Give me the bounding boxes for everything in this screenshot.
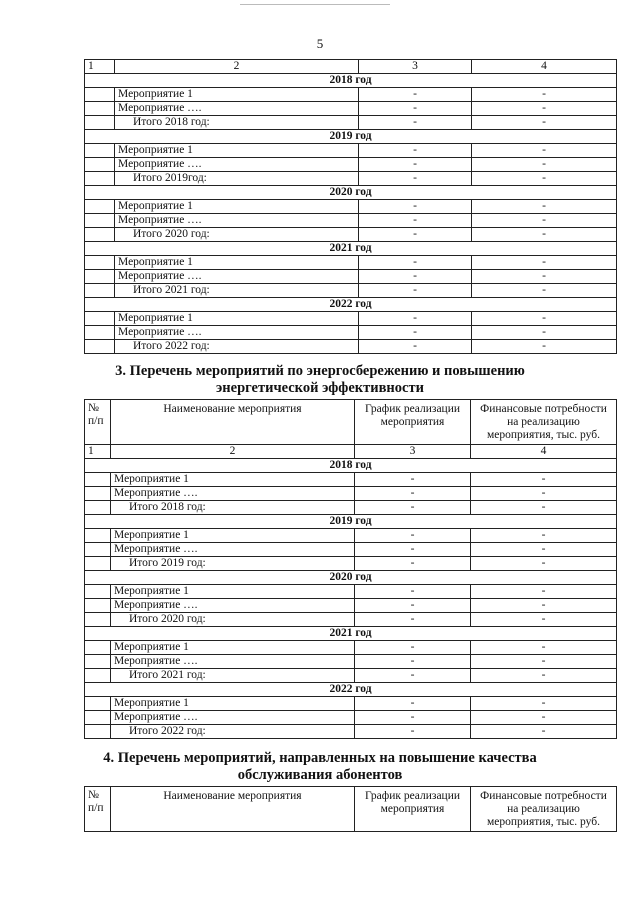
financial-cell: - <box>471 529 617 543</box>
row-number <box>85 613 111 627</box>
financial-cell: - <box>471 585 617 599</box>
year-row <box>85 242 617 256</box>
table-row <box>85 641 617 655</box>
total-label: Итого 2022 год: <box>111 725 355 739</box>
activity-name: Мероприятие 1 <box>115 312 359 326</box>
table-row <box>85 102 617 116</box>
total-row <box>85 557 617 571</box>
header-activity-name: Наименование мероприятия <box>111 400 355 445</box>
schedule-cell: - <box>355 697 471 711</box>
schedule-cell: - <box>359 284 472 298</box>
row-number <box>85 711 111 725</box>
total-row <box>85 340 617 354</box>
row-number <box>85 88 115 102</box>
total-label: Итого 2019год: <box>115 172 359 186</box>
activity-name: Мероприятие 1 <box>115 256 359 270</box>
table-row <box>85 711 617 725</box>
section-4-title-line-1: 4. Перечень мероприятий, направленных на повышение качества <box>103 750 537 766</box>
activity-name: Мероприятие 1 <box>111 529 355 543</box>
section-3-title <box>0 363 640 397</box>
row-number <box>85 256 115 270</box>
activity-name: Мероприятие 1 <box>111 585 355 599</box>
total-row <box>85 228 617 242</box>
activity-name: Мероприятие 1 <box>111 641 355 655</box>
schedule-cell: - <box>355 641 471 655</box>
header-number: № п/п <box>85 787 111 832</box>
activity-name: Мероприятие 1 <box>115 88 359 102</box>
schedule-cell: - <box>359 158 472 172</box>
column-number: 3 <box>359 60 472 74</box>
row-number <box>85 585 111 599</box>
row-number <box>85 158 115 172</box>
schedule-cell: - <box>359 214 472 228</box>
page-number: 5 <box>316 36 324 51</box>
total-row <box>85 669 617 683</box>
column-number: 1 <box>85 60 115 74</box>
activity-name: Мероприятие …. <box>111 487 355 501</box>
schedule-cell: - <box>355 711 471 725</box>
total-row <box>85 501 617 515</box>
row-number <box>85 529 111 543</box>
financial-cell: - <box>472 270 617 284</box>
table-row <box>85 144 617 158</box>
schedule-cell: - <box>355 473 471 487</box>
financial-cell: - <box>471 613 617 627</box>
total-row <box>85 613 617 627</box>
table-row <box>85 585 617 599</box>
total-label: Итого 2018 год: <box>111 501 355 515</box>
row-number <box>85 655 111 669</box>
financial-cell: - <box>472 158 617 172</box>
activity-name: Мероприятие …. <box>115 102 359 116</box>
row-number <box>85 270 115 284</box>
row-number <box>85 228 115 242</box>
year-label: 2021 год <box>85 627 617 641</box>
total-row <box>85 725 617 739</box>
table-row <box>85 270 617 284</box>
schedule-cell: - <box>359 116 472 130</box>
financial-cell: - <box>472 214 617 228</box>
financial-cell: - <box>471 725 617 739</box>
financial-cell: - <box>471 711 617 725</box>
column-number-row <box>85 60 617 74</box>
column-number: 1 <box>85 445 111 459</box>
row-number <box>85 501 111 515</box>
schedule-cell: - <box>359 256 472 270</box>
header-number: № п/п <box>85 400 111 445</box>
activity-name: Мероприятие …. <box>111 599 355 613</box>
financial-cell: - <box>471 641 617 655</box>
column-number: 4 <box>471 445 617 459</box>
activity-name: Мероприятие 1 <box>111 697 355 711</box>
table-row <box>85 158 617 172</box>
table-row <box>85 473 617 487</box>
year-label: 2022 год <box>85 298 617 312</box>
schedule-cell: - <box>355 655 471 669</box>
activity-name: Мероприятие …. <box>111 543 355 557</box>
row-number <box>85 214 115 228</box>
column-number: 3 <box>355 445 471 459</box>
total-label: Итого 2022 год: <box>115 340 359 354</box>
row-number <box>85 144 115 158</box>
activity-name: Мероприятие …. <box>115 214 359 228</box>
total-label: Итого 2018 год: <box>115 116 359 130</box>
column-number: 4 <box>472 60 617 74</box>
table-row <box>85 312 617 326</box>
schedule-cell: - <box>355 669 471 683</box>
total-row <box>85 284 617 298</box>
header-schedule: График реализации мероприятия <box>355 400 471 445</box>
financial-cell: - <box>471 697 617 711</box>
financial-cell: - <box>472 312 617 326</box>
row-number <box>85 473 111 487</box>
table-row <box>85 200 617 214</box>
section-3-title-line-1: 3. Перечень мероприятий по энергосбережению и повышению <box>115 363 525 379</box>
financial-cell: - <box>471 599 617 613</box>
schedule-cell: - <box>355 543 471 557</box>
year-row <box>85 571 617 585</box>
schedule-cell: - <box>359 312 472 326</box>
row-number <box>85 102 115 116</box>
year-label: 2021 год <box>85 242 617 256</box>
table-row <box>85 599 617 613</box>
row-number <box>85 312 115 326</box>
header-schedule: График реализации мероприятия <box>355 787 471 832</box>
total-row <box>85 116 617 130</box>
financial-cell: - <box>471 557 617 571</box>
schedule-cell: - <box>355 487 471 501</box>
schedule-cell: - <box>359 228 472 242</box>
activity-name: Мероприятие 1 <box>111 473 355 487</box>
schedule-cell: - <box>355 585 471 599</box>
section-4-title-line-2: обслуживания абонентов <box>237 767 403 783</box>
year-row <box>85 459 617 473</box>
financial-cell: - <box>472 326 617 340</box>
column-number: 2 <box>115 60 359 74</box>
financial-cell: - <box>472 200 617 214</box>
schedule-cell: - <box>359 102 472 116</box>
table-row <box>85 256 617 270</box>
column-number-row <box>85 445 617 459</box>
table-row <box>85 697 617 711</box>
row-number <box>85 599 111 613</box>
service-quality-table <box>84 786 617 832</box>
schedule-cell: - <box>355 501 471 515</box>
activity-name: Мероприятие 1 <box>115 200 359 214</box>
year-label: 2022 год <box>85 683 617 697</box>
schedule-cell: - <box>359 144 472 158</box>
table-row <box>85 326 617 340</box>
schedule-cell: - <box>359 172 472 186</box>
table-row <box>85 655 617 669</box>
table-row <box>85 88 617 102</box>
row-number <box>85 487 111 501</box>
year-row <box>85 627 617 641</box>
financial-cell: - <box>472 340 617 354</box>
header-financial-needs: Финансовые потребности на реализацию мероприятия, тыс. руб. <box>471 787 617 832</box>
year-row <box>85 298 617 312</box>
activity-name: Мероприятие …. <box>115 270 359 284</box>
financial-cell: - <box>472 256 617 270</box>
schedule-cell: - <box>355 613 471 627</box>
schedule-cell: - <box>359 200 472 214</box>
total-row <box>85 172 617 186</box>
total-label: Итого 2021 год: <box>111 669 355 683</box>
header-financial-needs: Финансовые потребности на реализацию мероприятия, тыс. руб. <box>471 400 617 445</box>
year-row <box>85 515 617 529</box>
financial-cell: - <box>472 172 617 186</box>
total-label: Итого 2021 год: <box>115 284 359 298</box>
schedule-cell: - <box>359 270 472 284</box>
financial-cell: - <box>471 655 617 669</box>
schedule-cell: - <box>359 340 472 354</box>
financial-cell: - <box>472 88 617 102</box>
row-number <box>85 284 115 298</box>
year-label: 2018 год <box>85 74 617 88</box>
schedule-cell: - <box>359 326 472 340</box>
year-row <box>85 74 617 88</box>
continuation-table <box>84 59 617 354</box>
energy-saving-table <box>84 399 617 739</box>
financial-cell: - <box>472 144 617 158</box>
activity-name: Мероприятие …. <box>115 326 359 340</box>
row-number <box>85 669 111 683</box>
financial-cell: - <box>472 102 617 116</box>
table-row <box>85 214 617 228</box>
year-label: 2020 год <box>85 571 617 585</box>
header-row <box>85 787 617 832</box>
section-3-title-line-2: энергетической эффективности <box>216 380 424 396</box>
year-row <box>85 130 617 144</box>
schedule-cell: - <box>355 725 471 739</box>
activity-name: Мероприятие 1 <box>115 144 359 158</box>
activity-name: Мероприятие …. <box>111 655 355 669</box>
table-row <box>85 543 617 557</box>
top-edge-line <box>240 4 390 5</box>
total-label: Итого 2019 год: <box>111 557 355 571</box>
total-label: Итого 2020 год: <box>115 228 359 242</box>
schedule-cell: - <box>355 599 471 613</box>
financial-cell: - <box>471 543 617 557</box>
activity-name: Мероприятие …. <box>115 158 359 172</box>
financial-cell: - <box>472 284 617 298</box>
table-row <box>85 487 617 501</box>
table-row <box>85 529 617 543</box>
section-4-title <box>0 750 640 784</box>
financial-cell: - <box>471 473 617 487</box>
row-number <box>85 641 111 655</box>
row-number <box>85 172 115 186</box>
column-number: 2 <box>111 445 355 459</box>
row-number <box>85 200 115 214</box>
year-row <box>85 683 617 697</box>
total-label: Итого 2020 год: <box>111 613 355 627</box>
financial-cell: - <box>471 501 617 515</box>
financial-cell: - <box>472 116 617 130</box>
activity-name: Мероприятие …. <box>111 711 355 725</box>
year-label: 2019 год <box>85 515 617 529</box>
year-row <box>85 186 617 200</box>
financial-cell: - <box>471 487 617 501</box>
row-number <box>85 557 111 571</box>
header-row <box>85 400 617 445</box>
row-number <box>85 725 111 739</box>
row-number <box>85 543 111 557</box>
header-activity-name: Наименование мероприятия <box>111 787 355 832</box>
schedule-cell: - <box>359 88 472 102</box>
row-number <box>85 697 111 711</box>
financial-cell: - <box>472 228 617 242</box>
financial-cell: - <box>471 669 617 683</box>
row-number <box>85 326 115 340</box>
year-label: 2018 год <box>85 459 617 473</box>
schedule-cell: - <box>355 529 471 543</box>
row-number <box>85 340 115 354</box>
schedule-cell: - <box>355 557 471 571</box>
row-number <box>85 116 115 130</box>
year-label: 2019 год <box>85 130 617 144</box>
year-label: 2020 год <box>85 186 617 200</box>
